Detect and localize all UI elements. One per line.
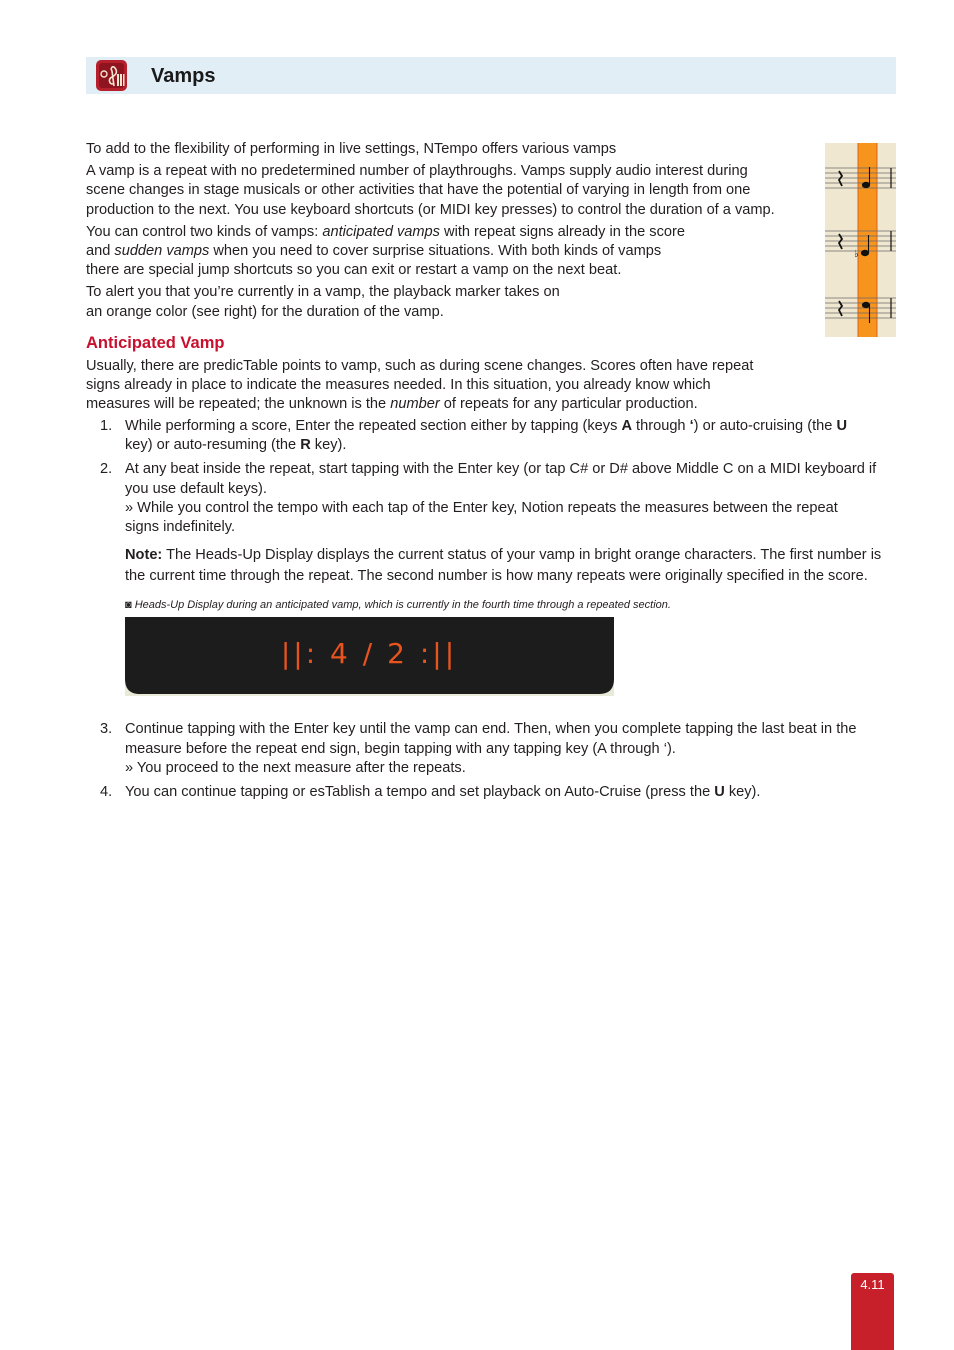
text-line: an orange color (see right) for the duration of the vamp.	[86, 303, 444, 320]
text-line: At any beat inside the repeat, start tapping with the Enter key (or tap C# or D# above Middle C on a MIDI keyboard if	[125, 461, 877, 478]
list-item	[86, 720, 898, 778]
emphasis: sudden vamps	[114, 243, 210, 260]
text-span: You can control two kinds of vamps:	[86, 223, 323, 240]
intro-text	[86, 140, 806, 325]
svg-text:♭: ♭	[854, 249, 859, 260]
text-line: there are special jump shortcuts so you can exit or restart a vamp on the next beat.	[86, 262, 622, 279]
list-item	[86, 783, 898, 802]
intro-paragraph: To add to the flexibility of performing in live settings, NTempo offers various vamps	[86, 141, 617, 157]
text-span: While performing a score, Enter the repeated section either by tapping (keys	[125, 418, 622, 434]
key-label: U	[714, 784, 725, 801]
hud-vamp-counter: ||: 4 / 2 :||	[280, 637, 458, 671]
text-span: measures will be repeated; the unknown is the	[86, 396, 391, 413]
text-line: A vamp is a repeat with no predetermined number of playthroughs. Vamps supply audio interest during	[86, 163, 748, 180]
step-text	[125, 783, 898, 802]
key-label: U	[836, 418, 847, 434]
emphasis: number	[390, 396, 440, 413]
text-line: measure before the repeat end sign, begin tapping with any tapping key (A through ‘).	[125, 740, 676, 757]
text-line: you use default keys).	[125, 480, 267, 497]
intro-paragraph	[86, 283, 806, 321]
section-paragraph	[86, 357, 786, 415]
text-span: through	[632, 418, 690, 434]
ntempo-app-icon	[96, 60, 127, 91]
page-title: Vamps	[151, 65, 216, 87]
step-text	[125, 720, 898, 778]
text-line: scene changes in stage musicals or other activities that have the potential of varying in length from one	[86, 182, 751, 199]
result-text: » While you control the tempo with each tap of the Enter key, Notion repeats the measures between the repeat	[125, 499, 838, 516]
page-number: 4.11	[860, 1277, 885, 1292]
heads-up-display	[125, 617, 614, 696]
text-span: You can continue tapping or esTablish a tempo and set playback on Auto-Cruise (press the	[125, 784, 715, 801]
intro-paragraph	[86, 223, 806, 281]
step-number: 1.	[100, 418, 113, 434]
step-text	[125, 460, 898, 537]
vamp-marker-illustration	[825, 143, 896, 337]
note-label: Note:	[125, 547, 163, 564]
text-span: ) or auto-cruising (the	[693, 418, 837, 434]
result-text: » You proceed to the next measure after the repeats.	[125, 759, 466, 776]
step-number: 4.	[100, 784, 113, 801]
result-text: signs indefinitely.	[125, 519, 236, 536]
section-body	[86, 357, 786, 415]
text-line: the current time through the repeat. The second number is how many repeats were originally specified in the score.	[125, 568, 868, 585]
list-item	[86, 460, 898, 715]
intro-paragraph	[86, 162, 806, 220]
text-span: when you need to cover surprise situations. With both kinds of vamps	[209, 243, 662, 260]
key-label: ‘	[689, 418, 694, 434]
key-label: R	[300, 437, 311, 454]
key-label: A	[621, 418, 632, 434]
step-number: 3.	[100, 721, 113, 738]
text-span: The Heads-Up Display displays the current status of your vamp in bright orange characters. The first number is	[162, 547, 882, 564]
list-item	[86, 417, 898, 455]
step-number: 2.	[100, 461, 113, 478]
note-text	[125, 545, 898, 587]
text-span: key) or auto-resuming (the	[125, 437, 301, 454]
text-span: with repeat signs already in the score	[439, 223, 685, 240]
text-span: key).	[310, 437, 347, 454]
text-line: production to the next. You use keyboard shortcuts (or MIDI key presses) to control the duration of a vamp.	[86, 201, 775, 218]
text-line: Continue tapping with the Enter key until the vamp can end. Then, when you complete tapping the last beat in the	[125, 721, 857, 738]
step-text	[125, 417, 898, 455]
text-span: of repeats for any particular production.	[439, 396, 698, 413]
page-number-tab	[851, 1273, 894, 1350]
text-line: To alert you that you’re currently in a vamp, the playback marker takes on	[86, 284, 560, 301]
section-header	[86, 57, 896, 94]
text-line: Usually, there are predicTable points to vamp, such as during scene changes. Scores often have repeat	[86, 358, 754, 374]
text-line: signs already in place to indicate the measures needed. In this situation, you already know which	[86, 377, 711, 394]
figure-caption: ◙ Heads-Up Display during an anticipated vamp, which is currently in the fourth time through a repeated section.	[125, 599, 671, 612]
emphasis: anticipated vamps	[322, 223, 440, 240]
text-span: and	[86, 243, 115, 260]
section-subtitle: Anticipated Vamp	[86, 334, 225, 352]
steps-list	[86, 417, 898, 807]
text-span: key).	[724, 784, 761, 801]
